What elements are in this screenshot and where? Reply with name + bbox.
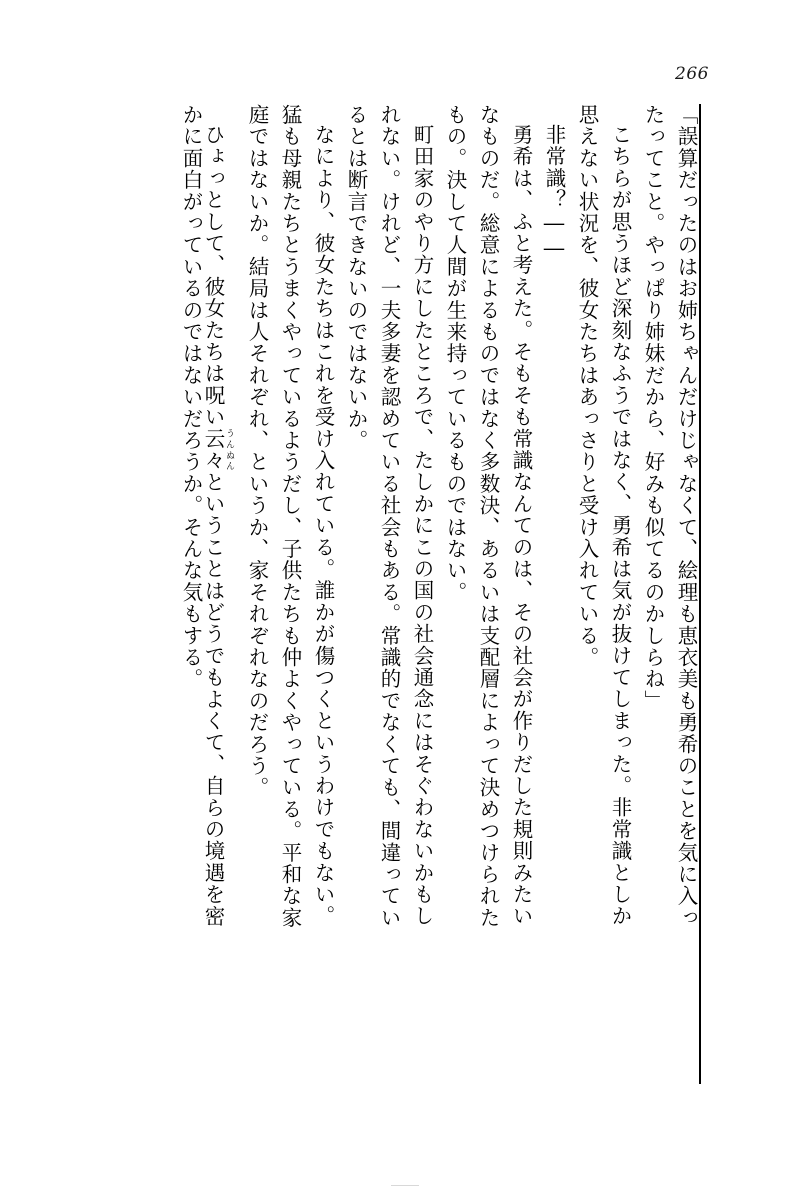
text-column: もの。決して人間が生来持っているものではない。 — [443, 104, 467, 604]
text-column: 「誤算だったのはお姉ちゃんだけじゃなくて、絵理も恵衣美も勇希のことを気に入っ — [674, 104, 698, 929]
vertical-rule — [699, 104, 701, 1084]
text-column-with-ruby: ひょっとして、彼女たちは呪い云々 うんぬんということはどうでもよくて、自らの境遇を密 — [201, 124, 234, 927]
ruby-annotation: 云々 うんぬん — [201, 427, 234, 472]
text-column: こちらが思うほど深刻なふうではなく、勇希は気が抜けてしまった。非常識としか — [608, 124, 632, 927]
text-column: 猛も母親たちとうまくやっているようだし、子供たちも仲よくやっている。平和な家 — [278, 104, 302, 929]
text-column: れない。けれど、一夫多妻を認めている社会もある。常識的でなくても、間違ってい — [377, 104, 401, 929]
text-column: 勇希は、ふと考えた。そもそも常識なんてのは、その社会が作りだした規則みたい — [509, 124, 533, 927]
footer-divider — [391, 1185, 419, 1186]
page-number: 266 — [675, 64, 709, 84]
text-column: なものだ。総意によるものではなく多数決、あるいは支配層によって決めつけられた — [476, 104, 500, 929]
text-column: 非常識？―― — [542, 124, 566, 262]
vertical-text-block — [96, 104, 696, 1084]
text-column: なにより、彼女たちはこれを受け入れている。誰かが傷つくというわけでもない。 — [311, 124, 335, 927]
text-column: たってこと。やっぱり姉妹だから、好みも似てるのかしらね」 — [641, 104, 665, 712]
text-column: るとは断言できないのではないか。 — [344, 104, 368, 452]
text-column: 思えない状況を、彼女たちはあっさりと受け入れている。 — [575, 104, 599, 669]
text-column: 町田家のやり方にしたところで、たしかにこの国の社会通念にはそぐわないかもし — [410, 124, 434, 927]
text-column: 庭ではないか。結局は人それぞれ、というか、家それぞれなのだろう。 — [245, 104, 269, 799]
text-column: かに面白がっているのではないだろうか。そんな気もする。 — [179, 104, 203, 690]
